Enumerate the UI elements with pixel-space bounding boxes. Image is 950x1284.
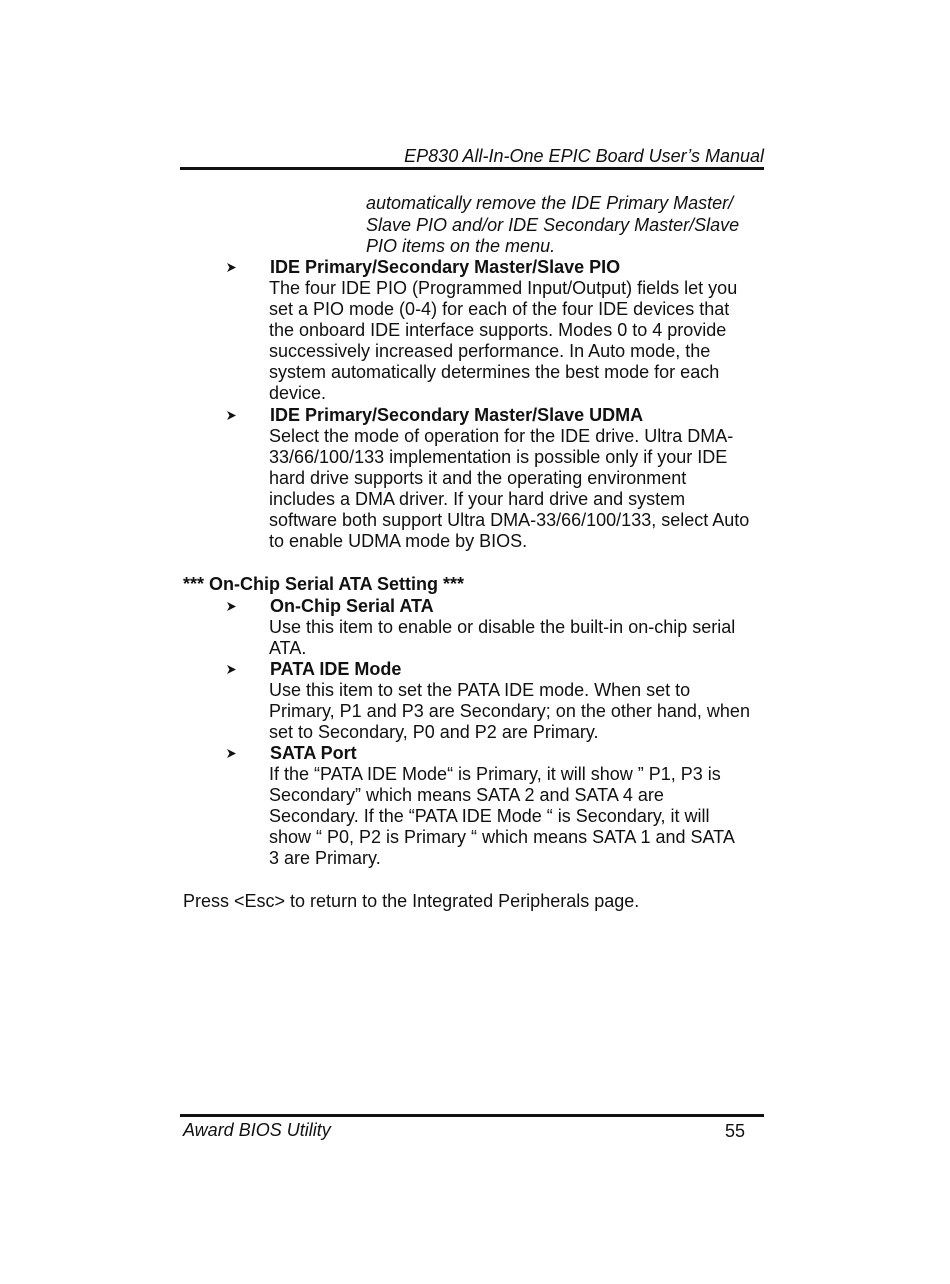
item-body bbox=[269, 764, 769, 869]
item-title: On-Chip Serial ATA bbox=[270, 596, 434, 616]
item-title: IDE Primary/Secondary Master/Slave UDMA bbox=[270, 405, 644, 425]
body-line: system automatically determines the best mode for each bbox=[269, 362, 720, 382]
body-line: Select the mode of operation for the IDE drive. Ultra DMA- bbox=[269, 426, 734, 446]
header-title: EP830 All-In-One EPIC Board User’s Manual bbox=[404, 146, 764, 166]
body-line: to enable UDMA mode by BIOS. bbox=[269, 531, 528, 551]
body-line: If the “PATA IDE Mode“ is Primary, it will show ” P1, P3 is bbox=[269, 764, 721, 784]
closing-instruction: Press <Esc> to return to the Integrated Peripherals page. bbox=[183, 891, 640, 911]
arrowhead-bullet-icon bbox=[226, 405, 240, 426]
item-body bbox=[269, 278, 769, 404]
arrowhead-bullet-icon bbox=[226, 596, 240, 617]
arrowhead-bullet-icon bbox=[226, 257, 240, 278]
body-line: the onboard IDE interface supports. Modes 0 to 4 provide bbox=[269, 320, 727, 340]
body-line: set to Secondary, P0 and P2 are Primary. bbox=[269, 722, 599, 742]
header-rule bbox=[180, 167, 764, 170]
item-body bbox=[269, 617, 769, 659]
body-line: ATA. bbox=[269, 638, 307, 658]
body-line: includes a DMA driver. If your hard drive and system bbox=[269, 489, 686, 509]
body-line: Secondary. If the “PATA IDE Mode “ is Secondary, it will bbox=[269, 806, 710, 826]
arrowhead-bullet-icon bbox=[226, 659, 240, 680]
body-line: 33/66/100/133 implementation is possible only if your IDE bbox=[269, 447, 728, 467]
page-number: 55 bbox=[724, 1121, 745, 1141]
note-line: PIO items on the menu. bbox=[366, 236, 556, 256]
body-line: device. bbox=[269, 383, 327, 403]
section-heading: *** On-Chip Serial ATA Setting *** bbox=[183, 574, 465, 594]
footer-chapter-title: Award BIOS Utility bbox=[183, 1120, 331, 1140]
body-line: Use this item to enable or disable the built-in on-chip serial bbox=[269, 617, 736, 637]
body-line: Use this item to set the PATA IDE mode. When set to bbox=[269, 680, 691, 700]
body-line: show “ P0, P2 is Primary “ which means SATA 1 and SATA bbox=[269, 827, 735, 847]
note-line: Slave PIO and/or IDE Secondary Master/Slave bbox=[366, 214, 740, 235]
body-line: hard drive supports it and the operating environment bbox=[269, 468, 687, 488]
body-line: software both support Ultra DMA-33/66/100/133, select Auto bbox=[269, 510, 750, 530]
body-line: The four IDE PIO (Programmed Input/Output) fields let you bbox=[269, 278, 738, 298]
item-body bbox=[269, 680, 769, 743]
body-line: Secondary” which means SATA 2 and SATA 4 are bbox=[269, 785, 664, 805]
arrowhead-bullet-icon bbox=[226, 743, 240, 764]
item-title: PATA IDE Mode bbox=[270, 659, 402, 679]
item-body bbox=[269, 426, 769, 552]
note-block bbox=[366, 193, 766, 258]
footer-rule bbox=[180, 1114, 764, 1117]
body-line: successively increased performance. In Auto mode, the bbox=[269, 341, 711, 361]
body-line: set a PIO mode (0-4) for each of the four IDE devices that bbox=[269, 299, 730, 319]
item-title: SATA Port bbox=[270, 743, 357, 763]
item-title: IDE Primary/Secondary Master/Slave PIO bbox=[270, 257, 621, 277]
note-line: automatically remove the IDE Primary Master/ bbox=[366, 193, 734, 213]
body-line: 3 are Primary. bbox=[269, 848, 381, 868]
body-line: Primary, P1 and P3 are Secondary; on the other hand, when bbox=[269, 701, 750, 721]
